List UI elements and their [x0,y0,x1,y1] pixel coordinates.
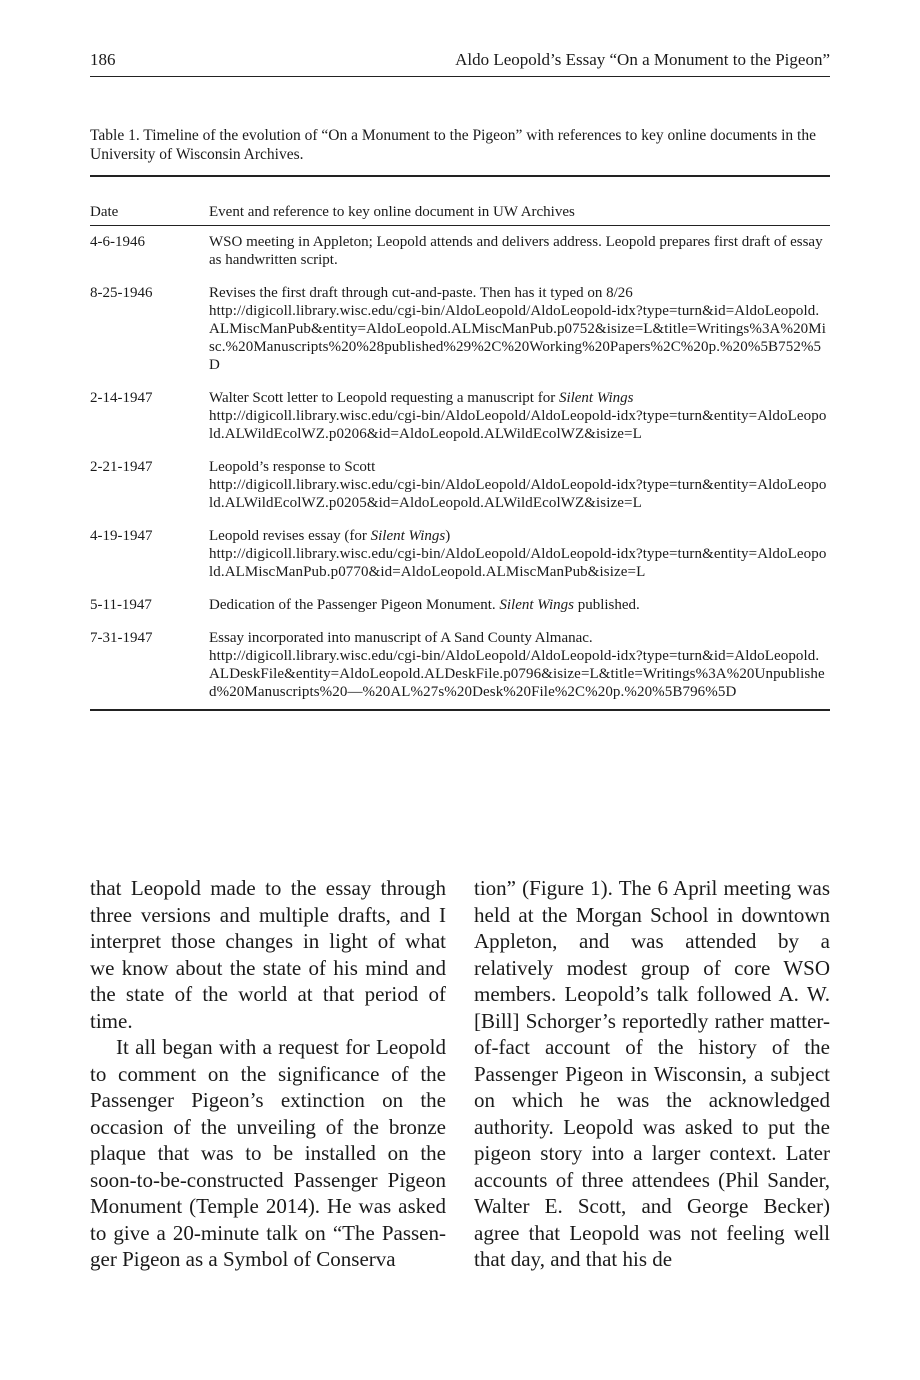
row-event-cell [209,284,830,374]
archive-url-link[interactable]: http://digicoll.library.wisc.edu/cgi-bin/AldoLeopold/AldoLeopold-idx?type=turn&id=AldoLeopold.ALMiscManPub&entity=AldoLeopold.ALMiscManPub.p0752&isize=L&title=Writings%3A%20Misc.%20Manuscripts%20%28published%29%2C%20Working%20Papers%2C%20p.%20%5B752%5D [209,303,826,373]
row-event-text: Leopold revises essay (for [209,528,371,544]
archive-url-link[interactable]: http://digicoll.library.wisc.edu/cgi-bin/AldoLeopold/AldoLeopold-idx?type=turn&entity=AldoLeopold.ALWildEcolWZ.p0205&id=AldoLeopold.ALWildEcolWZ&isize=L [209,477,827,511]
row-event [209,596,830,614]
table-row [90,226,830,277]
row-event-italic: Silent Wings [370,528,446,544]
row-event: WSO meeting in Appleton; Leopold attends and delivers address. Leopold prepares first draft of essay as handwritten script. [209,234,823,268]
row-event: Essay incorporated into manuscript of A Sand County Almanac. [209,630,593,646]
body-column-left [90,875,446,1273]
running-title: Aldo Leopold’s Essay “On a Monument to the Pigeon” [455,50,830,69]
running-header [90,50,830,77]
row-event: Revises the first draft through cut-and-paste. Then has it typed on 8/26 [209,285,633,301]
row-date: 7-31-1947 [90,630,153,646]
row-event [209,527,830,545]
archive-url-link[interactable]: http://digicoll.library.wisc.edu/cgi-bin/AldoLeopold/AldoLeopold-idx?type=turn&entity=AldoLeopold.ALMiscManPub.p0770&id=AldoLeopold.ALMiscManPub&isize=L [209,546,827,580]
timeline-table [90,175,830,711]
row-date: 4-6-1946 [90,234,145,250]
row-event-cell [209,389,830,443]
row-event: Leopold’s response to Scott [209,459,376,475]
row-event-text-end: ) [445,528,451,544]
row-event-italic: Silent Wings [558,390,634,406]
body-paragraph: that Leopold made to the essay through three versions and multiple drafts, and I interpret those changes in light of what we know about the state of his mind and the state of the world at that period of time. [90,876,446,1033]
page-number: 186 [90,50,116,69]
row-date: 8-25-1946 [90,285,153,301]
table-row [90,382,830,451]
row-date: 5-11-1947 [90,597,152,613]
row-date: 4-19-1947 [90,528,153,544]
row-event-italic: Silent Wings [499,597,574,613]
row-event-cell [209,629,830,701]
column-header-event: Event and reference to key online document in UW Archives [209,204,575,220]
body-column-right [474,875,830,1273]
body-paragraph: tion” (Figure 1). The 6 April meeting was held at the Morgan School in downtown Appleton, and was attended by a relatively modest group of core WSO members. Leopold’s talk followed A. W. [Bill] Schorger’s reportedly rather matter-of-fact account of the history of the Passenger Pigeon in Wisconsin, a subject on which he was the acknowledged authority. Leopold was asked to put the pigeon story into a larger context. Later accounts of three attendees (Phil Sander, Walter E. Scott, and George Becker) agree that Leopold was not feeling well that day, and that his de [474,876,830,1271]
table-row [90,520,830,589]
row-event-text-end: published. [573,597,640,613]
table-row [90,277,830,382]
table-row [90,451,830,520]
row-event [209,389,830,407]
table-row [90,622,830,709]
column-header-date: Date [90,204,119,220]
row-event-cell [209,458,830,512]
body-paragraph: It all began with a request for Leopold to comment on the significance of the Passenger Pigeon’s extinction on the occasion of the unveiling of the bronze plaque that was to be installed on the soon-to-be-constructed Passenger Pigeon Monument (Temple 2014). He was asked to give a 20-minute talk on “The Passenger Pigeon as a Symbol of Conserva [90,1035,446,1271]
row-date: 2-21-1947 [90,459,153,475]
table-header-row [90,203,830,226]
archive-url-link[interactable]: http://digicoll.library.wisc.edu/cgi-bin/AldoLeopold/AldoLeopold-idx?type=turn&id=AldoLeopold.ALDeskFile&entity=AldoLeopold.ALDeskFile.p0796&isize=L&title=Writings%3A%20Unpublished%20Manuscripts%20—%20AL%27s%20Desk%20File%2C%20p.%20%5B796%5D [209,648,825,700]
row-event-text: Walter Scott letter to Leopold requesting a manuscript for [209,390,559,406]
row-event-cell [209,527,830,581]
row-event-text: Dedication of the Passenger Pigeon Monument. [209,597,500,613]
table-caption: Table 1. Timeline of the evolution of “On a Monument to the Pigeon” with references to key online documents in the University of Wisconsin Archives. [90,127,816,163]
table-row [90,589,830,622]
row-date: 2-14-1947 [90,390,153,406]
archive-url-link[interactable]: http://digicoll.library.wisc.edu/cgi-bin/AldoLeopold/AldoLeopold-idx?type=turn&entity=AldoLeopold.ALWildEcolWZ.p0206&id=AldoLeopold.ALWildEcolWZ&isize=L [209,408,827,442]
